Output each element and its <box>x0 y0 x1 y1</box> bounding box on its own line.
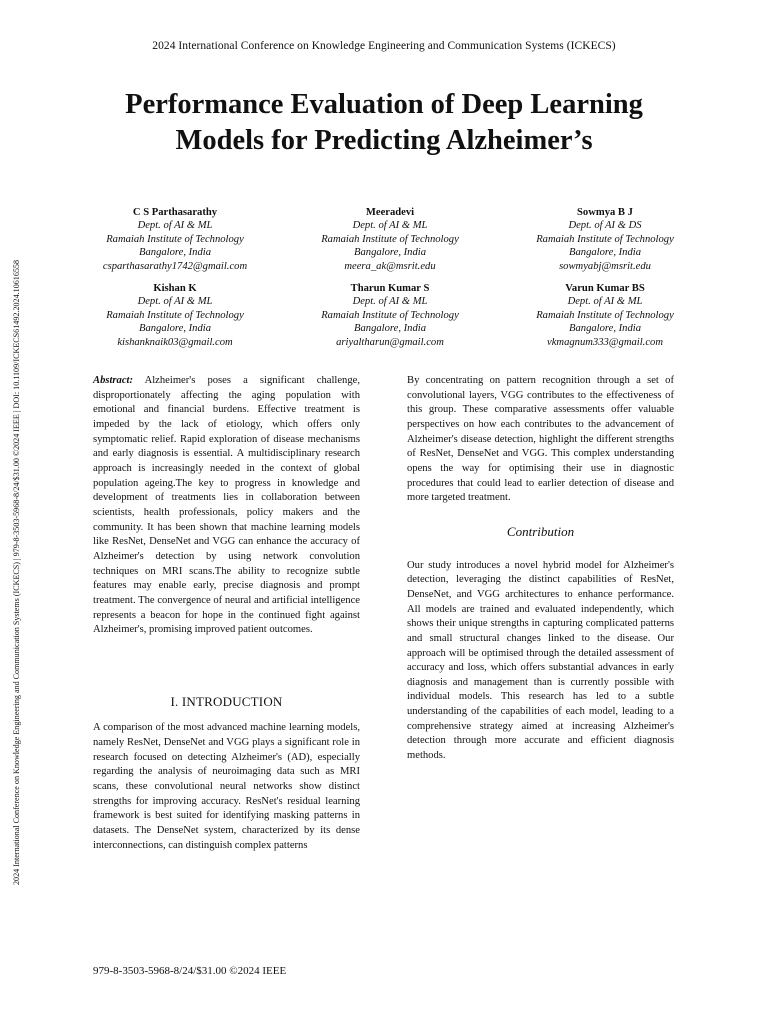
author-location: Bangalore, India <box>354 323 426 335</box>
author-row-2 <box>70 282 710 349</box>
title-line-2: Models for Predicting Alzheimer’s <box>175 125 593 156</box>
author-email: sowmyabj@msrit.edu <box>559 260 651 272</box>
copyright-footer: 979-8-3503-5968-8/24/$31.00 ©2024 IEEE <box>93 965 287 977</box>
author-institution: Ramaiah Institute of Technology <box>106 233 244 245</box>
author-email: vkmagnum333@gmail.com <box>547 336 663 348</box>
author-email: ariyaltharun@gmail.com <box>336 336 444 348</box>
contribution-heading: Contribution <box>506 523 575 539</box>
introduction-paragraph-right: By concentrating on pattern recognition through a set of convolutional layers, VGG contributes to the effectiveness of this group. These comparative assessments offer valuable perspectives on how each contributes to the advancement of Alzheimer's disease detection, highlight the different strengths of ResNet, DenseNet and VGG. This complex understanding opens the way for optimising their use in diagnostic procedures that could lead to earlier detection of disease and more targeted treatment. <box>407 375 674 504</box>
author-email: csparthasarathy1742@gmail.com <box>102 260 248 272</box>
paper-title <box>60 87 708 159</box>
author-institution: Ramaiah Institute of Technology <box>321 233 459 245</box>
conference-header: 2024 International Conference on Knowledge Engineering and Communication Systems (ICKECS) <box>152 40 616 52</box>
author-card <box>285 282 495 349</box>
author-card <box>500 282 710 349</box>
author-name: Tharun Kumar S <box>350 283 430 295</box>
contribution-paragraph: Our study introduces a novel hybrid model for Alzheimer's detection, leveraging the distinct capabilities of ResNet, DenseNet, and VGG architectures to enhance performance. All models are trained and evaluated independently, which shows their unique strengths in capturing complicated patterns and small structural changes linked to the disease. Our approach will be optimised through the detailed assessment of accuracy and loss, which offers substantial advances in early diagnosis and management than is currently possible with individual models. This research has led to a subtle understanding of the capabilities of each model, leading to a comprehensive strategy aimed at increasing Alzheimer's detection through more accurate and efficient diagnosis methods. <box>407 559 674 762</box>
author-name: C S Parthasarathy <box>132 207 218 218</box>
abstract-text: Alzheimer's poses a significant challenge, disproportionately affecting the aging population with emotional and financial burdens. Effective treatment is impeded by the lack of etiology, which offers only symptomatic relief. Rapid exploration of disease mechanisms and early diagnosis is essential. A multidisciplinary research approach is increasingly needed in the context of global population ageing.The key to progress in knowledge and development of treatments lies in collaboration between scientists, health professionals, policy makers and the community. It has been shown that machine learning models like ResNet, DenseNet and VGG can enhance the accuracy of Alzheimer's detection by using network convolution techniques on MRI scans.The ability to recognize subtle features may enable early, precise diagnosis and prompt treatment. The convergence of neural and artificial intelligence represents a beacon for hope in the continued fight against Alzheimer's, promising improved patient outcomes. <box>93 375 360 636</box>
author-dept: Dept. of AI & ML <box>137 296 213 308</box>
author-dept: Dept. of AI & ML <box>567 296 643 308</box>
author-institution: Ramaiah Institute of Technology <box>321 309 459 321</box>
author-location: Bangalore, India <box>569 323 641 335</box>
title-line-1: Performance Evaluation of Deep Learning <box>125 89 643 120</box>
left-column <box>93 374 360 853</box>
author-name: Kishan K <box>153 283 197 295</box>
author-institution: Ramaiah Institute of Technology <box>536 309 674 321</box>
right-column <box>407 374 674 764</box>
author-name: Sowmya B J <box>577 207 633 218</box>
author-row-1 <box>70 206 710 273</box>
abstract-paragraph <box>93 374 360 638</box>
author-institution: Ramaiah Institute of Technology <box>536 233 674 245</box>
author-card <box>70 206 280 273</box>
introduction-heading: I. INTRODUCTION <box>170 693 283 709</box>
author-block <box>70 206 710 358</box>
author-email: meera_ak@msrit.edu <box>344 260 436 272</box>
author-card <box>70 282 280 349</box>
author-location: Bangalore, India <box>354 247 426 259</box>
abstract-label: Abstract: <box>93 375 134 386</box>
author-email: kishanknaik03@gmail.com <box>117 336 233 348</box>
author-dept: Dept. of AI & ML <box>352 220 428 232</box>
author-dept: Dept. of AI & DS <box>568 220 642 232</box>
author-institution: Ramaiah Institute of Technology <box>106 309 244 321</box>
author-dept: Dept. of AI & ML <box>352 296 428 308</box>
author-location: Bangalore, India <box>139 247 211 259</box>
doi-side-strip: 2024 International Conference on Knowledge Engineering and Communication Systems (ICKECS) | 979-8-3503-5968-8/24/$31.00 ©2024 IEEE | DOI: 10.1109/ICKECS61492.2024.10616558 <box>12 259 21 885</box>
author-card <box>500 206 710 273</box>
author-card <box>285 206 495 273</box>
author-dept: Dept. of AI & ML <box>137 220 213 232</box>
author-location: Bangalore, India <box>569 247 641 259</box>
author-location: Bangalore, India <box>139 323 211 335</box>
author-name: Varun Kumar BS <box>565 283 645 295</box>
author-name: Meeradevi <box>365 207 415 218</box>
introduction-paragraph-left: A comparison of the most advanced machine learning models, namely ResNet, DenseNet and VGG plays a significant role in research focused on detecting Alzheimer's (AD), especially regarding the analysis of neuroimaging data such as MRI scans, these convolutional neural networks show distinct strengths for improving accuracy. ResNet's residual learning framework is best suited for identifying masking patterns in datasets. The DenseNet system, characterized by its dense interconnections, can distinguish complex patterns <box>93 722 360 851</box>
